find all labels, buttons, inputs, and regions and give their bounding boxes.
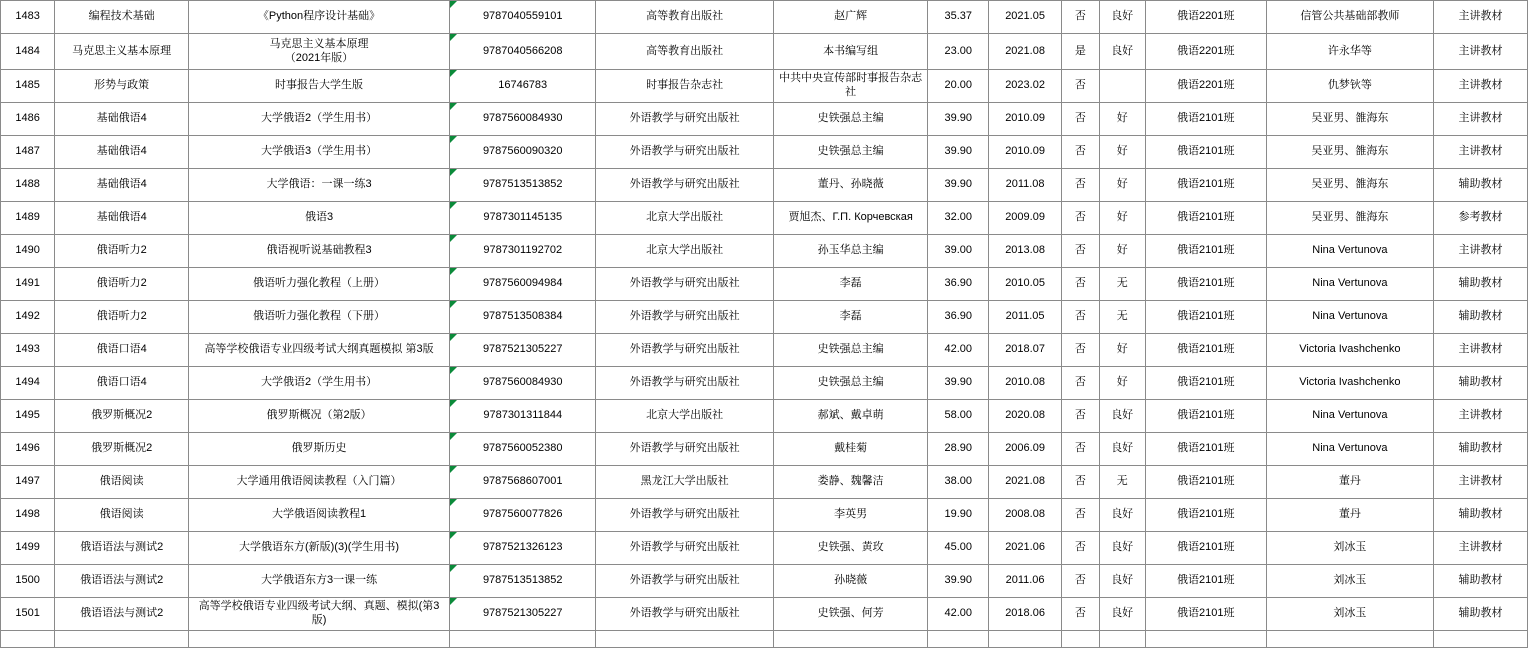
cell-date[interactable]: 2008.08 (989, 499, 1062, 532)
cell-index[interactable]: 1493 (1, 334, 55, 367)
cell-author[interactable]: 史铁强总主编 (773, 136, 928, 169)
cell-class[interactable]: 俄语2101班 (1145, 169, 1266, 202)
cell-price[interactable]: 39.00 (928, 235, 989, 268)
cell-title[interactable]: 马克思主义基本原理 （2021年版） (188, 34, 449, 70)
cell-isbn[interactable]: 9787560094984 (450, 268, 596, 301)
cell-author[interactable]: 中共中央宣传部时事报告杂志社 (773, 70, 928, 103)
cell-flag1[interactable]: 否 (1062, 136, 1100, 169)
cell-flag1[interactable]: 否 (1062, 169, 1100, 202)
cell-teacher[interactable]: 仇梦钬等 (1266, 70, 1433, 103)
cell-press[interactable]: 高等教育出版社 (596, 34, 774, 70)
cell-class[interactable]: 俄语2101班 (1145, 532, 1266, 565)
cell-date[interactable]: 2023.02 (989, 70, 1062, 103)
cell-class[interactable]: 俄语2201班 (1145, 34, 1266, 70)
table-row[interactable] (1, 136, 1528, 169)
cell-flag2[interactable]: 好 (1099, 136, 1145, 169)
cell-press[interactable]: 外语教学与研究出版社 (596, 334, 774, 367)
table-row[interactable] (1, 367, 1528, 400)
cell-date[interactable]: 2020.08 (989, 400, 1062, 433)
cell-press[interactable] (596, 631, 774, 648)
cell-isbn[interactable]: 9787521326123 (450, 532, 596, 565)
cell-course[interactable]: 基础俄语4 (55, 202, 189, 235)
cell-price[interactable]: 32.00 (928, 202, 989, 235)
cell-class[interactable]: 俄语2101班 (1145, 103, 1266, 136)
cell-class[interactable]: 俄语2101班 (1145, 301, 1266, 334)
cell-date[interactable]: 2010.08 (989, 367, 1062, 400)
cell-press[interactable]: 外语教学与研究出版社 (596, 103, 774, 136)
cell-index[interactable]: 1497 (1, 466, 55, 499)
cell-title[interactable]: 俄语视听说基础教程3 (188, 235, 449, 268)
cell-title[interactable]: 俄罗斯历史 (188, 433, 449, 466)
cell-author[interactable]: 孙玉华总主编 (773, 235, 928, 268)
cell-flag1[interactable]: 否 (1062, 334, 1100, 367)
cell-index[interactable]: 1500 (1, 565, 55, 598)
cell-class[interactable]: 俄语2101班 (1145, 433, 1266, 466)
cell-course[interactable]: 形势与政策 (55, 70, 189, 103)
cell-flag1[interactable]: 否 (1062, 367, 1100, 400)
cell-title[interactable]: 俄语听力强化教程（下册） (188, 301, 449, 334)
cell-teacher[interactable]: Victoria Ivashchenko (1266, 367, 1433, 400)
cell-course[interactable]: 俄语听力2 (55, 235, 189, 268)
cell-isbn[interactable]: 9787560084930 (450, 367, 596, 400)
cell-type[interactable]: 辅助教材 (1433, 169, 1527, 202)
cell-author[interactable]: 戴桂菊 (773, 433, 928, 466)
cell-press[interactable]: 外语教学与研究出版社 (596, 433, 774, 466)
cell-date[interactable]: 2011.08 (989, 169, 1062, 202)
cell-course[interactable]: 俄语语法与测试2 (55, 598, 189, 631)
cell-title[interactable] (188, 631, 449, 648)
cell-type[interactable]: 参考教材 (1433, 202, 1527, 235)
cell-flag1[interactable]: 否 (1062, 103, 1100, 136)
cell-flag2[interactable]: 无 (1099, 268, 1145, 301)
cell-author[interactable]: 史铁强总主编 (773, 103, 928, 136)
cell-class[interactable]: 俄语2101班 (1145, 268, 1266, 301)
cell-class[interactable]: 俄语2101班 (1145, 466, 1266, 499)
cell-flag2[interactable]: 良好 (1099, 1, 1145, 34)
cell-type[interactable]: 主讲教材 (1433, 466, 1527, 499)
cell-press[interactable]: 北京大学出版社 (596, 235, 774, 268)
cell-author[interactable] (773, 631, 928, 648)
cell-index[interactable]: 1496 (1, 433, 55, 466)
cell-isbn[interactable]: 9787513508384 (450, 301, 596, 334)
cell-class[interactable]: 俄语2201班 (1145, 70, 1266, 103)
cell-course[interactable]: 俄语听力2 (55, 268, 189, 301)
cell-isbn[interactable]: 9787513513852 (450, 565, 596, 598)
cell-flag2[interactable]: 良好 (1099, 532, 1145, 565)
cell-index[interactable]: 1499 (1, 532, 55, 565)
cell-course[interactable]: 俄语口语4 (55, 334, 189, 367)
cell-course[interactable]: 马克思主义基本原理 (55, 34, 189, 70)
cell-class[interactable]: 俄语2101班 (1145, 499, 1266, 532)
cell-flag2[interactable]: 良好 (1099, 565, 1145, 598)
cell-date[interactable]: 2011.06 (989, 565, 1062, 598)
table-row[interactable] (1, 532, 1528, 565)
cell-isbn[interactable]: 9787040559101 (450, 1, 596, 34)
cell-course[interactable]: 俄语阅读 (55, 499, 189, 532)
cell-isbn[interactable]: 9787040566208 (450, 34, 596, 70)
cell-date[interactable] (989, 631, 1062, 648)
cell-type[interactable]: 辅助教材 (1433, 499, 1527, 532)
table-row[interactable] (1, 301, 1528, 334)
cell-type[interactable]: 主讲教材 (1433, 400, 1527, 433)
cell-isbn[interactable]: 16746783 (450, 70, 596, 103)
cell-title[interactable]: 俄语3 (188, 202, 449, 235)
cell-flag2[interactable] (1099, 70, 1145, 103)
cell-type[interactable]: 主讲教材 (1433, 70, 1527, 103)
cell-class[interactable]: 俄语2101班 (1145, 136, 1266, 169)
cell-date[interactable]: 2010.09 (989, 136, 1062, 169)
cell-teacher[interactable]: 刘冰玉 (1266, 598, 1433, 631)
cell-title[interactable]: 大学俄语2（学生用书） (188, 103, 449, 136)
cell-index[interactable]: 1495 (1, 400, 55, 433)
cell-price[interactable]: 39.90 (928, 367, 989, 400)
cell-teacher[interactable]: Nina Vertunova (1266, 433, 1433, 466)
cell-class[interactable]: 俄语2201班 (1145, 1, 1266, 34)
cell-type[interactable]: 辅助教材 (1433, 301, 1527, 334)
cell-isbn[interactable]: 9787560052380 (450, 433, 596, 466)
cell-index[interactable]: 1484 (1, 34, 55, 70)
cell-date[interactable]: 2021.08 (989, 466, 1062, 499)
cell-class[interactable]: 俄语2101班 (1145, 565, 1266, 598)
table-row[interactable] (1, 70, 1528, 103)
cell-price[interactable]: 19.90 (928, 499, 989, 532)
cell-press[interactable]: 外语教学与研究出版社 (596, 169, 774, 202)
cell-flag1[interactable]: 否 (1062, 268, 1100, 301)
cell-isbn[interactable]: 9787301192702 (450, 235, 596, 268)
cell-title[interactable]: 大学俄语：一课一练3 (188, 169, 449, 202)
cell-teacher[interactable]: 董丹 (1266, 499, 1433, 532)
cell-index[interactable]: 1492 (1, 301, 55, 334)
cell-course[interactable]: 基础俄语4 (55, 103, 189, 136)
cell-flag1[interactable]: 否 (1062, 466, 1100, 499)
cell-course[interactable]: 俄语阅读 (55, 466, 189, 499)
cell-flag1[interactable]: 否 (1062, 235, 1100, 268)
cell-type[interactable]: 辅助教材 (1433, 565, 1527, 598)
cell-price[interactable]: 28.90 (928, 433, 989, 466)
cell-flag1[interactable]: 否 (1062, 70, 1100, 103)
cell-flag1[interactable]: 否 (1062, 499, 1100, 532)
cell-flag1[interactable]: 否 (1062, 565, 1100, 598)
cell-flag2[interactable]: 良好 (1099, 400, 1145, 433)
cell-course[interactable]: 俄语听力2 (55, 301, 189, 334)
cell-isbn[interactable]: 9787521305227 (450, 334, 596, 367)
cell-author[interactable]: 李英男 (773, 499, 928, 532)
cell-press[interactable]: 外语教学与研究出版社 (596, 136, 774, 169)
table-row[interactable] (1, 631, 1528, 648)
cell-title[interactable]: 《Python程序设计基础》 (188, 1, 449, 34)
cell-isbn[interactable]: 9787521305227 (450, 598, 596, 631)
cell-author[interactable]: 贾旭杰、Г.П. Корчевская (773, 202, 928, 235)
cell-teacher[interactable]: 吴亚男、雒海东 (1266, 103, 1433, 136)
cell-teacher[interactable]: Nina Vertunova (1266, 301, 1433, 334)
cell-flag1[interactable]: 否 (1062, 1, 1100, 34)
cell-class[interactable]: 俄语2101班 (1145, 367, 1266, 400)
cell-flag1[interactable]: 否 (1062, 301, 1100, 334)
cell-index[interactable]: 1487 (1, 136, 55, 169)
cell-type[interactable]: 主讲教材 (1433, 235, 1527, 268)
cell-flag1[interactable]: 否 (1062, 433, 1100, 466)
cell-press[interactable]: 高等教育出版社 (596, 1, 774, 34)
table-row[interactable] (1, 565, 1528, 598)
cell-index[interactable]: 1489 (1, 202, 55, 235)
cell-date[interactable]: 2021.05 (989, 1, 1062, 34)
cell-price[interactable]: 35.37 (928, 1, 989, 34)
cell-title[interactable]: 大学通用俄语阅读教程（入门篇） (188, 466, 449, 499)
cell-course[interactable]: 基础俄语4 (55, 169, 189, 202)
cell-press[interactable]: 时事报告杂志社 (596, 70, 774, 103)
cell-type[interactable]: 辅助教材 (1433, 268, 1527, 301)
cell-course[interactable] (55, 631, 189, 648)
cell-isbn[interactable]: 9787513513852 (450, 169, 596, 202)
cell-press[interactable]: 外语教学与研究出版社 (596, 598, 774, 631)
cell-teacher[interactable]: Nina Vertunova (1266, 268, 1433, 301)
cell-index[interactable]: 1501 (1, 598, 55, 631)
cell-flag1[interactable]: 否 (1062, 202, 1100, 235)
cell-course[interactable]: 基础俄语4 (55, 136, 189, 169)
cell-flag1[interactable]: 否 (1062, 532, 1100, 565)
cell-title[interactable]: 大学俄语东方(新版)(3)(学生用书) (188, 532, 449, 565)
cell-flag1[interactable]: 否 (1062, 598, 1100, 631)
cell-price[interactable]: 45.00 (928, 532, 989, 565)
cell-author[interactable]: 孙晓薇 (773, 565, 928, 598)
cell-date[interactable]: 2013.08 (989, 235, 1062, 268)
cell-price[interactable]: 39.90 (928, 136, 989, 169)
cell-course[interactable]: 俄语语法与测试2 (55, 532, 189, 565)
cell-flag2[interactable]: 良好 (1099, 499, 1145, 532)
cell-flag2[interactable]: 好 (1099, 334, 1145, 367)
table-row[interactable] (1, 202, 1528, 235)
cell-type[interactable]: 辅助教材 (1433, 598, 1527, 631)
cell-title[interactable]: 大学俄语东方3一课一练 (188, 565, 449, 598)
cell-price[interactable]: 36.90 (928, 268, 989, 301)
cell-index[interactable]: 1485 (1, 70, 55, 103)
cell-teacher[interactable]: 刘冰玉 (1266, 565, 1433, 598)
cell-price[interactable] (928, 631, 989, 648)
cell-price[interactable]: 42.00 (928, 334, 989, 367)
cell-course[interactable]: 俄语口语4 (55, 367, 189, 400)
cell-flag2[interactable]: 无 (1099, 466, 1145, 499)
cell-title[interactable]: 大学俄语2（学生用书） (188, 367, 449, 400)
table-row[interactable] (1, 34, 1528, 70)
cell-course[interactable]: 俄语语法与测试2 (55, 565, 189, 598)
cell-isbn[interactable]: 9787560090320 (450, 136, 596, 169)
cell-price[interactable]: 38.00 (928, 466, 989, 499)
cell-isbn[interactable] (450, 631, 596, 648)
cell-flag2[interactable]: 良好 (1099, 598, 1145, 631)
cell-teacher[interactable]: Nina Vertunova (1266, 400, 1433, 433)
cell-index[interactable]: 1498 (1, 499, 55, 532)
cell-title[interactable]: 大学俄语3（学生用书） (188, 136, 449, 169)
cell-price[interactable]: 42.00 (928, 598, 989, 631)
cell-date[interactable]: 2010.05 (989, 268, 1062, 301)
cell-flag2[interactable]: 良好 (1099, 34, 1145, 70)
cell-flag1[interactable]: 否 (1062, 400, 1100, 433)
cell-author[interactable]: 李磊 (773, 301, 928, 334)
cell-press[interactable]: 外语教学与研究出版社 (596, 532, 774, 565)
cell-index[interactable]: 1490 (1, 235, 55, 268)
cell-class[interactable]: 俄语2101班 (1145, 334, 1266, 367)
cell-press[interactable]: 北京大学出版社 (596, 400, 774, 433)
cell-date[interactable]: 2011.05 (989, 301, 1062, 334)
cell-title[interactable]: 俄语听力强化教程（上册） (188, 268, 449, 301)
cell-author[interactable]: 董丹、孙晓薇 (773, 169, 928, 202)
table-row[interactable] (1, 103, 1528, 136)
cell-class[interactable]: 俄语2101班 (1145, 400, 1266, 433)
cell-teacher[interactable]: 信管公共基础部教师 (1266, 1, 1433, 34)
cell-teacher[interactable]: 吴亚男、雒海东 (1266, 169, 1433, 202)
cell-class[interactable]: 俄语2101班 (1145, 202, 1266, 235)
cell-title[interactable]: 高等学校俄语专业四级考试大纲真题模拟 第3版 (188, 334, 449, 367)
cell-title[interactable]: 大学俄语阅读教程1 (188, 499, 449, 532)
cell-course[interactable]: 俄罗斯概况2 (55, 400, 189, 433)
cell-press[interactable]: 外语教学与研究出版社 (596, 367, 774, 400)
cell-press[interactable]: 外语教学与研究出版社 (596, 565, 774, 598)
cell-isbn[interactable]: 9787560077826 (450, 499, 596, 532)
table-row[interactable] (1, 499, 1528, 532)
cell-flag2[interactable]: 无 (1099, 301, 1145, 334)
cell-isbn[interactable]: 9787301145135 (450, 202, 596, 235)
cell-index[interactable] (1, 631, 55, 648)
cell-type[interactable]: 主讲教材 (1433, 1, 1527, 34)
cell-flag2[interactable]: 良好 (1099, 433, 1145, 466)
cell-price[interactable]: 20.00 (928, 70, 989, 103)
table-body (1, 1, 1528, 648)
cell-type[interactable] (1433, 631, 1527, 648)
cell-author[interactable]: 李磊 (773, 268, 928, 301)
cell-type[interactable]: 主讲教材 (1433, 334, 1527, 367)
cell-index[interactable]: 1494 (1, 367, 55, 400)
cell-type[interactable]: 主讲教材 (1433, 103, 1527, 136)
table-row[interactable] (1, 268, 1528, 301)
cell-press[interactable]: 北京大学出版社 (596, 202, 774, 235)
cell-index[interactable]: 1491 (1, 268, 55, 301)
cell-author[interactable]: 娄静、魏馨洁 (773, 466, 928, 499)
cell-title[interactable]: 俄罗斯概况（第2版） (188, 400, 449, 433)
cell-isbn[interactable]: 9787301311844 (450, 400, 596, 433)
table-row[interactable] (1, 1, 1528, 34)
cell-flag2[interactable]: 好 (1099, 103, 1145, 136)
cell-price[interactable]: 39.90 (928, 169, 989, 202)
cell-press[interactable]: 外语教学与研究出版社 (596, 301, 774, 334)
cell-class[interactable]: 俄语2101班 (1145, 235, 1266, 268)
cell-author[interactable]: 郝斌、戴卓萌 (773, 400, 928, 433)
cell-flag2[interactable]: 好 (1099, 367, 1145, 400)
cell-date[interactable]: 2018.07 (989, 334, 1062, 367)
table-row[interactable] (1, 466, 1528, 499)
cell-class[interactable] (1145, 631, 1266, 648)
cell-press[interactable]: 黑龙江大学出版社 (596, 466, 774, 499)
cell-teacher[interactable]: 董丹 (1266, 466, 1433, 499)
cell-course[interactable]: 俄罗斯概况2 (55, 433, 189, 466)
cell-author[interactable]: 史铁强总主编 (773, 334, 928, 367)
cell-date[interactable]: 2021.08 (989, 34, 1062, 70)
cell-flag2[interactable]: 好 (1099, 235, 1145, 268)
cell-teacher[interactable]: Nina Vertunova (1266, 235, 1433, 268)
cell-course[interactable]: 编程技术基础 (55, 1, 189, 34)
cell-teacher[interactable] (1266, 631, 1433, 648)
cell-date[interactable]: 2021.06 (989, 532, 1062, 565)
cell-isbn[interactable]: 9787568607001 (450, 466, 596, 499)
cell-price[interactable]: 39.90 (928, 565, 989, 598)
cell-flag2[interactable] (1099, 631, 1145, 648)
cell-author[interactable]: 本书编写组 (773, 34, 928, 70)
cell-teacher[interactable]: 吴亚男、雒海东 (1266, 136, 1433, 169)
cell-author[interactable]: 赵广辉 (773, 1, 928, 34)
cell-isbn[interactable]: 9787560084930 (450, 103, 596, 136)
cell-title[interactable]: 高等学校俄语专业四级考试大纲、真题、模拟(第3版) (188, 598, 449, 631)
table-row[interactable] (1, 400, 1528, 433)
cell-price[interactable]: 58.00 (928, 400, 989, 433)
cell-type[interactable]: 主讲教材 (1433, 34, 1527, 70)
cell-author[interactable]: 史铁强总主编 (773, 367, 928, 400)
cell-type[interactable]: 辅助教材 (1433, 433, 1527, 466)
cell-teacher[interactable]: 许永华等 (1266, 34, 1433, 70)
table-row[interactable] (1, 433, 1528, 466)
cell-flag1[interactable]: 是 (1062, 34, 1100, 70)
cell-author[interactable]: 史铁强、黄玫 (773, 532, 928, 565)
cell-type[interactable]: 主讲教材 (1433, 136, 1527, 169)
cell-date[interactable]: 2009.09 (989, 202, 1062, 235)
cell-teacher[interactable]: Victoria Ivashchenko (1266, 334, 1433, 367)
cell-price[interactable]: 23.00 (928, 34, 989, 70)
cell-author[interactable]: 史铁强、何芳 (773, 598, 928, 631)
cell-price[interactable]: 36.90 (928, 301, 989, 334)
cell-flag1[interactable] (1062, 631, 1100, 648)
cell-index[interactable]: 1486 (1, 103, 55, 136)
table-row[interactable] (1, 235, 1528, 268)
cell-teacher[interactable]: 刘冰玉 (1266, 532, 1433, 565)
cell-title[interactable]: 时事报告大学生版 (188, 70, 449, 103)
cell-date[interactable]: 2006.09 (989, 433, 1062, 466)
cell-flag2[interactable]: 好 (1099, 169, 1145, 202)
cell-index[interactable]: 1488 (1, 169, 55, 202)
table-row[interactable] (1, 169, 1528, 202)
cell-type[interactable]: 主讲教材 (1433, 532, 1527, 565)
table-row[interactable] (1, 598, 1528, 631)
cell-date[interactable]: 2010.09 (989, 103, 1062, 136)
table-row[interactable] (1, 334, 1528, 367)
cell-flag2[interactable]: 好 (1099, 202, 1145, 235)
cell-index[interactable]: 1483 (1, 1, 55, 34)
cell-class[interactable]: 俄语2101班 (1145, 598, 1266, 631)
cell-teacher[interactable]: 吴亚男、雒海东 (1266, 202, 1433, 235)
cell-price[interactable]: 39.90 (928, 103, 989, 136)
cell-date[interactable]: 2018.06 (989, 598, 1062, 631)
cell-press[interactable]: 外语教学与研究出版社 (596, 268, 774, 301)
cell-press[interactable]: 外语教学与研究出版社 (596, 499, 774, 532)
cell-type[interactable]: 辅助教材 (1433, 367, 1527, 400)
